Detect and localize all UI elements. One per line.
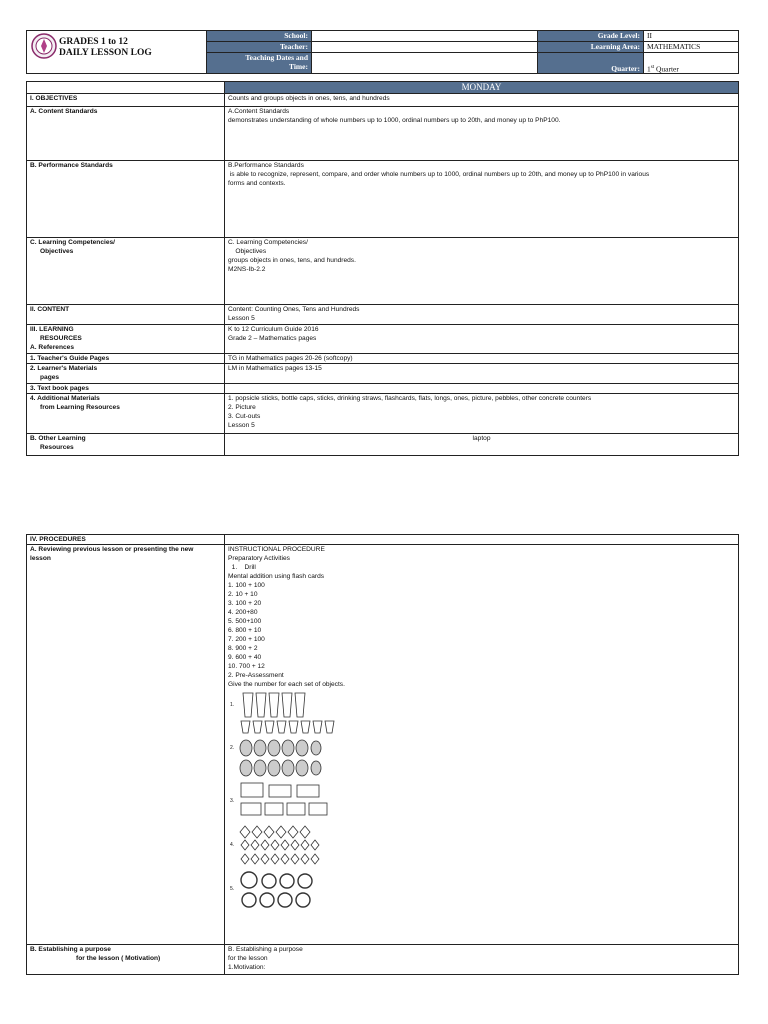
learners-materials-label [27, 364, 225, 384]
additional-materials-line: 1. popsicle sticks, bottle caps, sticks, drinking straws, flashcards, flats, longs, ones, picture, pebbles, other concrete counters [228, 395, 592, 402]
other-resources-label-line-2: Resources [40, 444, 74, 451]
objectives-label: I. OBJECTIVES [27, 94, 225, 107]
additional-materials-line: 2. Picture [228, 404, 256, 411]
procedures-table [26, 534, 739, 975]
reviewing-line: 7. 200 + 100 [228, 636, 265, 643]
competencies-label-line-1: C. Learning Competencies/ [30, 239, 116, 246]
references-label: A. References [30, 344, 74, 351]
competencies-line: groups objects in ones, tens, and hundreds. [228, 257, 356, 264]
competencies-line: Objectives [228, 248, 267, 255]
reviewing-value[interactable] [225, 545, 739, 945]
set-number: 5. [230, 885, 235, 892]
competencies-label-line-2: Objectives [40, 248, 74, 255]
deped-seal-icon [31, 33, 57, 59]
reviewing-label [27, 545, 225, 945]
teaching-dates-label-line-1: Teaching Dates and [245, 53, 308, 62]
school-value[interactable] [312, 31, 538, 42]
additional-materials-line: Lesson 5 [228, 422, 255, 429]
teaching-dates-label-line-2: Time: [288, 62, 308, 71]
quarter-label-text: Quarter: [611, 64, 640, 73]
reviewing-line: 9. 600 + 40 [228, 654, 262, 661]
additional-materials-label [27, 394, 225, 434]
performance-standards-line: B.Performance Standards [228, 162, 304, 169]
set-number: 4. [230, 841, 235, 848]
quarter-number: 1 [647, 64, 651, 73]
reviewing-line: Give the number for each set of objects. [228, 681, 345, 688]
animals-icon [239, 781, 329, 821]
grade-level-value[interactable]: II [644, 31, 739, 42]
object-set-shells [230, 738, 735, 778]
shells-row-2-icon [239, 758, 329, 778]
day-header: MONDAY [225, 82, 739, 94]
purpose-label [27, 945, 225, 975]
content-standards-line: A.Content Standards [228, 108, 290, 115]
header-title-block [27, 31, 207, 74]
reviewing-line: 2. Pre-Assessment [228, 672, 284, 679]
additional-materials-label-line-2: from Learning Resources [40, 404, 120, 411]
set-number: 2. [230, 744, 235, 751]
title-line-2: DAILY LESSON LOG [59, 48, 152, 58]
grade-level-label: Grade Level: [538, 31, 644, 42]
cups-icon [239, 691, 319, 719]
reviewing-label-line-1: A. Reviewing previous lesson or presenting the new [30, 546, 194, 553]
purpose-label-line-2: for the lesson ( Motivation) [76, 955, 161, 962]
purpose-line: for the lesson [228, 955, 268, 962]
title-line-1: GRADES 1 to 12 [59, 37, 128, 47]
resources-line: Grade 2 – Mathematics pages [228, 335, 317, 342]
quarter-label [538, 53, 644, 74]
purpose-line: B. Establishing a purpose [228, 946, 303, 953]
school-label: School: [207, 31, 312, 42]
content-standards-label: A. Content Standards [27, 107, 225, 161]
competencies-value[interactable] [225, 238, 739, 305]
objectives-value[interactable]: Counts and groups objects in ones, tens, and hundreds [225, 94, 739, 107]
reviewing-line: INSTRUCTIONAL PROCEDURE [228, 546, 325, 553]
purpose-line: 1.Motivation: [228, 964, 266, 971]
shells-icon [239, 738, 329, 758]
reviewing-label-line-2: lesson [30, 555, 51, 562]
teachers-guide-label: 1. Teacher's Guide Pages [27, 354, 225, 364]
teachers-guide-value[interactable]: TG in Mathematics pages 20-26 (softcopy) [225, 354, 739, 364]
quarter-value[interactable] [644, 53, 739, 74]
additional-materials-value[interactable] [225, 394, 739, 434]
competencies-line: M2NS-Ib-2.2 [228, 266, 266, 273]
resources-value[interactable] [225, 325, 739, 354]
purpose-value[interactable] [225, 945, 739, 975]
lesson-log-table [26, 81, 739, 456]
content-line: Lesson 5 [228, 315, 255, 322]
reviewing-line: 3. 100 + 20 [228, 600, 262, 607]
monday-header-blank [27, 82, 225, 94]
reviewing-line: 2. 10 + 10 [228, 591, 258, 598]
reviewing-line: 8. 900 + 2 [228, 645, 258, 652]
resources-line: K to 12 Curriculum Guide 2016 [228, 326, 319, 333]
other-resources-value[interactable]: laptop [225, 434, 739, 456]
set-number: 3. [230, 797, 235, 804]
content-standards-line: demonstrates understanding of whole numbers up to 1000, ordinal numbers up to 20th, and money up to PhP100. [228, 117, 561, 124]
teaching-dates-value[interactable] [312, 53, 538, 74]
object-set-pebbles [230, 824, 735, 866]
competencies-line: C. Learning Competencies/ [228, 239, 308, 246]
resources-label [27, 325, 225, 354]
teacher-label: Teacher: [207, 42, 312, 53]
resources-label-line-2: RESOURCES [40, 335, 82, 342]
procedures-label: IV. PROCEDURES [27, 535, 225, 545]
performance-standards-line: is able to recognize, represent, compare, and order whole numbers up to 1000, ordinal numbers up to 20th, and money up to PhP100 in various [228, 171, 650, 178]
content-line: Content: Counting Ones, Tens and Hundreds [228, 306, 360, 313]
content-value[interactable] [225, 305, 739, 325]
quarter-suffix: Quarter [654, 64, 679, 73]
object-set-animals [230, 781, 735, 821]
additional-materials-line: 3. Cut-outs [228, 413, 261, 420]
rings-icon [239, 869, 329, 909]
learners-materials-value[interactable]: LM in Mathematics pages 13-15 [225, 364, 739, 384]
small-cups-icon [239, 719, 339, 735]
performance-standards-line: forms and contexts. [228, 180, 286, 187]
reviewing-line: Preparatory Activities [228, 555, 290, 562]
other-resources-label [27, 434, 225, 456]
performance-standards-label: B. Performance Standards [27, 161, 225, 238]
resources-label-line-1: III. LEARNING [30, 326, 74, 333]
quarter-ordinal: st [650, 64, 655, 70]
textbook-pages-value[interactable] [225, 384, 739, 394]
purpose-label-line-1: B. Establishing a purpose [30, 946, 111, 953]
learners-materials-label-line-2: pages [40, 374, 60, 381]
reviewing-line: 10. 700 + 12 [228, 663, 265, 670]
performance-standards-value[interactable] [225, 161, 739, 238]
additional-materials-label-line-1: 4. Additional Materials [30, 395, 100, 402]
reviewing-line: 1. Drill [228, 564, 256, 571]
learners-materials-label-line-1: 2. Learner's Materials [30, 365, 98, 372]
reviewing-line: 6. 800 + 10 [228, 627, 262, 634]
object-sets-picture [230, 691, 735, 909]
content-standards-value[interactable] [225, 107, 739, 161]
reviewing-line: 4. 200+80 [228, 609, 258, 616]
reviewing-line: 5. 500+100 [228, 618, 262, 625]
competencies-label [27, 238, 225, 305]
reviewing-line: Mental addition using flash cards [228, 573, 325, 580]
teaching-dates-label [207, 53, 312, 74]
teacher-value[interactable] [312, 42, 538, 53]
learning-area-value[interactable]: MATHEMATICS [644, 42, 739, 53]
object-set-rings [230, 869, 735, 909]
object-set-cups [230, 691, 735, 735]
reviewing-line: 1. 100 + 100 [228, 582, 265, 589]
textbook-pages-label: 3. Text book pages [27, 384, 225, 394]
learning-area-label: Learning Area: [538, 42, 644, 53]
other-resources-label-line-1: B. Other Learning [30, 435, 86, 442]
pebbles-icon [239, 824, 329, 866]
procedures-value [225, 535, 739, 545]
set-number: 1. [230, 701, 235, 708]
content-label: II. CONTENT [27, 305, 225, 325]
